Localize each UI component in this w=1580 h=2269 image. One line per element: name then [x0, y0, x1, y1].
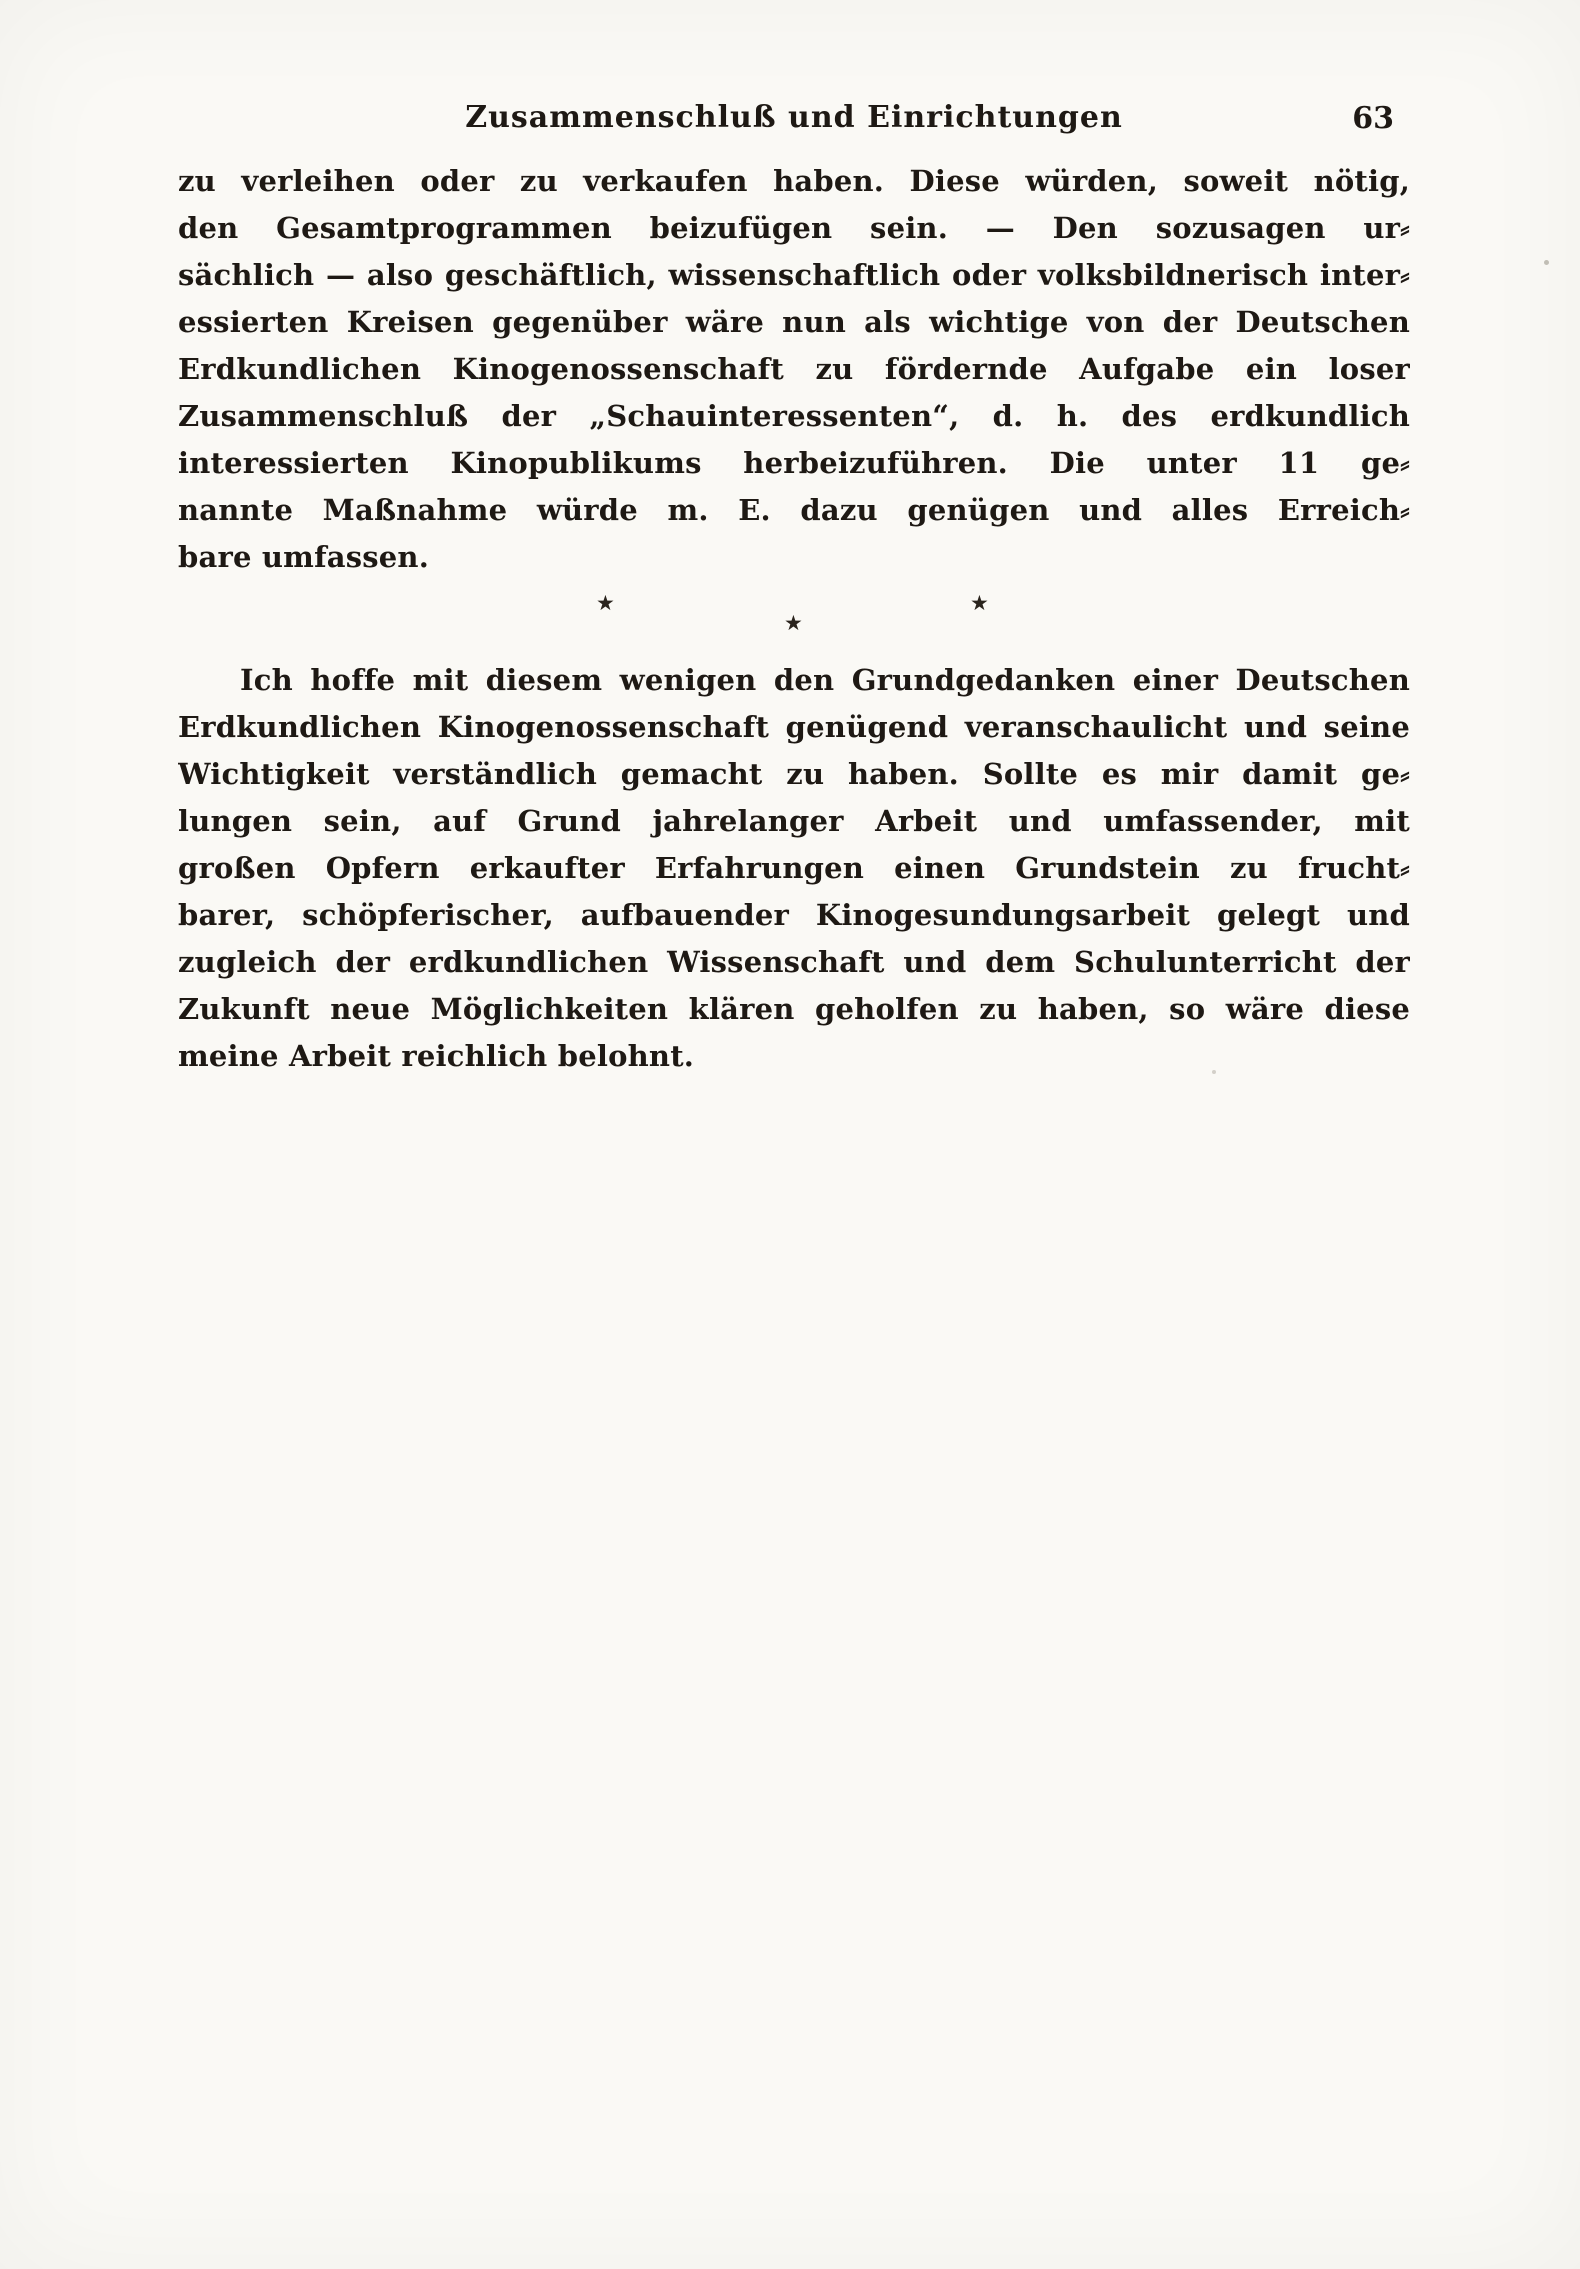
text-line: barer, schöpferischer, aufbauender Kinogesundungsarbeit gelegt und: [178, 898, 1410, 932]
text-line: den Gesamtprogrammen beizufügen sein. — Den sozusagen ur⸗: [178, 211, 1410, 245]
section-separator: [178, 587, 1410, 651]
paragraph-2: [178, 657, 1410, 1080]
text-line: sächlich — also geschäftlich, wissenschaftlich oder volksbildnerisch inter⸗: [178, 258, 1410, 292]
running-header: [178, 100, 1410, 142]
text-line: Zukunft neue Möglichkeiten klären geholfen zu haben, so wäre diese: [178, 992, 1410, 1026]
asterisk-icon: ★: [784, 611, 803, 635]
text-line: Erdkundlichen Kinogenossenschaft zu fördernde Aufgabe ein loser: [178, 352, 1410, 386]
paragraph-1: [178, 158, 1410, 581]
asterisk-icon: ★: [596, 591, 615, 615]
page-number: 63: [1352, 101, 1394, 136]
text-line: Zusammenschluß der „Schauinteressenten“, d. h. des erdkundlich: [178, 399, 1410, 433]
text-line: meine Arbeit reichlich belohnt.: [178, 1039, 695, 1073]
text-line: nannte Maßnahme würde m. E. dazu genügen und alles Erreich⸗: [178, 493, 1410, 527]
text-line: Erdkundlichen Kinogenossenschaft genügend veranschaulicht und seine: [178, 710, 1410, 744]
scan-speck: [1544, 260, 1549, 265]
text-line: bare umfassen.: [178, 540, 430, 574]
header-title: Zusammenschluß und Einrichtungen: [465, 100, 1123, 135]
text-line: großen Opfern erkaufter Erfahrungen einen Grundstein zu frucht⸗: [178, 851, 1410, 885]
text-line: zugleich der erdkundlichen Wissenschaft und dem Schulunterricht der: [178, 945, 1410, 979]
asterisk-icon: ★: [970, 591, 989, 615]
text-line: zu verleihen oder zu verkaufen haben. Diese würden, soweit nötig,: [178, 164, 1410, 198]
text-line: essierten Kreisen gegenüber wäre nun als wichtige von der Deutschen: [178, 305, 1410, 339]
text-block: [178, 158, 1410, 1080]
text-line: interessierten Kinopublikums herbeizuführen. Die unter 11 ge⸗: [178, 446, 1410, 480]
text-line: Wichtigkeit verständlich gemacht zu haben. Sollte es mir damit ge⸗: [178, 757, 1410, 791]
text-line: lungen sein, auf Grund jahrelanger Arbeit und umfassender, mit: [178, 804, 1410, 838]
scan-speck: [1212, 1070, 1216, 1074]
text-line: Ich hoffe mit diesem wenigen den Grundgedanken einer Deutschen: [240, 663, 1410, 697]
